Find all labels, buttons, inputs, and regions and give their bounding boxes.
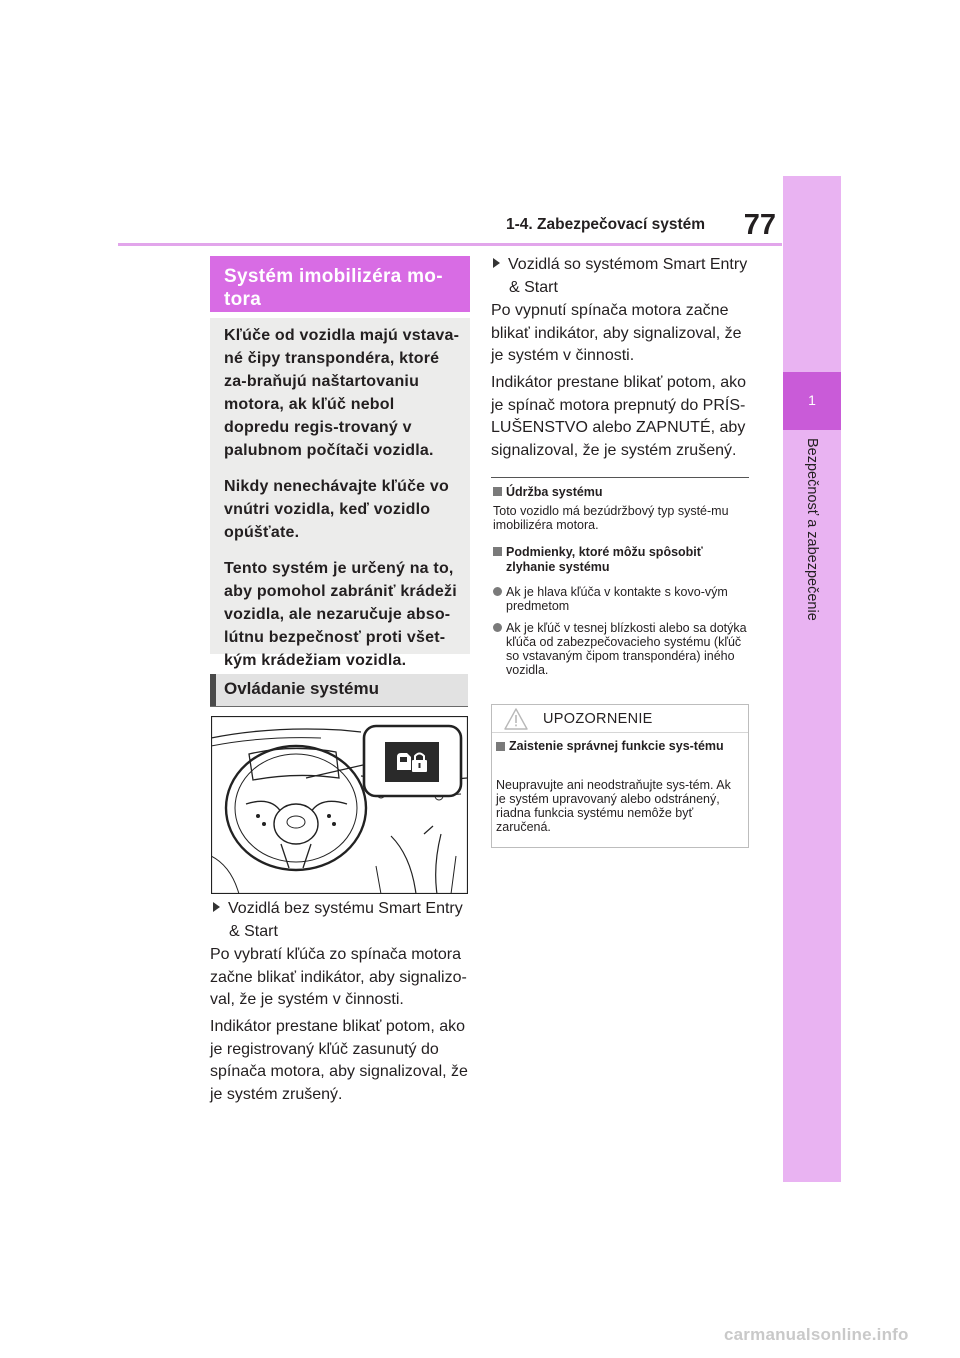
variant-label-cont: & Start: [229, 922, 278, 940]
intro-paragraph: Tento systém je určený na to, aby pomohol zabrániť krádeži vozidla, ale nezaručuje abso-lútnu bezpečnosť proti všet-kým krádežiam vozidla.: [224, 560, 457, 669]
immobilizer-heading-line1: Systém imobilizéra mo-: [224, 266, 443, 287]
conditions-heading-text: Podmienky, ktoré môžu spôsobiť: [506, 545, 703, 559]
warning-title: UPOZORNENIE: [543, 711, 653, 727]
chapter-side-tab: [783, 176, 841, 1182]
warning-heading-text: Zaistenie správnej funkcie sys-tému: [509, 739, 724, 753]
square-bullet-icon: [493, 487, 502, 496]
right-paragraph-1: Po vypnutí spínača motora začne blikať indikátor, aby signalizoval, že je systém v činnosti.: [491, 302, 742, 364]
operation-heading-rule: [210, 706, 468, 707]
intro-paragraph: Kľúče od vozidla majú vstava-né čipy transpondéra, ktoré za-braňujú naštartovaniu motora, ak kľúč nebol dopredu regis-trovaný v palubnom počítači vozidla.: [224, 327, 460, 459]
variant-label: Vozidlá bez systému Smart Entry: [228, 900, 463, 917]
chapter-title: Bezpečnosť a zabezpečenie: [804, 438, 820, 621]
variant-label-cont: & Start: [509, 278, 558, 296]
variant-without-smart-entry: [213, 898, 471, 943]
warning-text: Neupravujte ani neodstraňujte sys-tém. Ak je systém upravovaný alebo odstránený, riadna funkcia systému nemôže byť zaručená.: [496, 778, 731, 834]
left-paragraph-1: Po vybratí kľúča zo spínača motora začne blikať indikátor, aby signalizo-val, že je systém v činnosti.: [210, 946, 467, 1008]
round-bullet-icon: [493, 623, 502, 632]
maintenance-heading: [493, 485, 751, 500]
conditions-heading: [493, 545, 751, 574]
condition-item: [493, 585, 751, 613]
variant-with-smart-entry: [493, 254, 751, 299]
page-number: 77: [743, 209, 776, 241]
maintenance-heading-text: Údržba systému: [506, 485, 603, 499]
intro-box: [210, 318, 470, 669]
round-bullet-icon: [493, 587, 502, 596]
triangle-bullet-icon: [213, 902, 220, 912]
warning-heading: [496, 739, 744, 754]
notes-divider: [491, 477, 749, 478]
chapter-number: 1: [808, 392, 816, 408]
right-paragraph-2: Indikátor prestane blikať potom, ako je spínač motora prepnutý do PRÍS-LUŠENSTVO alebo ZAPNUTÉ, aby signalizoval, že je systém zrušený.: [491, 374, 747, 459]
left-paragraph-2: Indikátor prestane blikať potom, ako je registrovaný kľúč zasunutý do spínača motora, aby signalizoval, že je systém zrušený.: [210, 1018, 468, 1103]
section-title: 1-4. Zabezpečovací systém: [506, 216, 706, 233]
watermark: carmanualsonline.info: [724, 1325, 909, 1344]
condition-text: Ak je hlava kľúča v kontakte s kovo-vým predmetom: [506, 585, 728, 613]
immobilizer-heading: [210, 256, 470, 312]
square-bullet-icon: [493, 547, 502, 556]
intro-paragraph: Nikdy nenechávajte kľúče vo vnútri vozidla, keď vozidlo opúšťate.: [224, 478, 449, 541]
variant-label: Vozidlá so systémom Smart Entry: [508, 256, 748, 273]
condition-text: Ak je kľúč v tesnej blízkosti alebo sa dotýka kľúča od zabezpečovacieho systému (kľúč so vstavaným čipom transpondéra) iného vozidla.: [506, 621, 747, 677]
conditions-heading-cont: zlyhanie systému: [506, 559, 610, 574]
warning-title-rule: [492, 732, 748, 733]
header-divider: [118, 243, 782, 246]
square-bullet-icon: [496, 742, 505, 751]
immobilizer-heading-line2: tora: [224, 289, 262, 310]
maintenance-text: Toto vozidlo má bezúdržbový typ systé-mu imobilizéra motora.: [493, 504, 729, 532]
condition-item: [493, 621, 751, 677]
triangle-bullet-icon: [493, 258, 500, 268]
dashboard-illustration: [211, 716, 468, 894]
operation-heading: Ovládanie systému: [210, 674, 468, 706]
warning-triangle-icon: [503, 707, 529, 731]
